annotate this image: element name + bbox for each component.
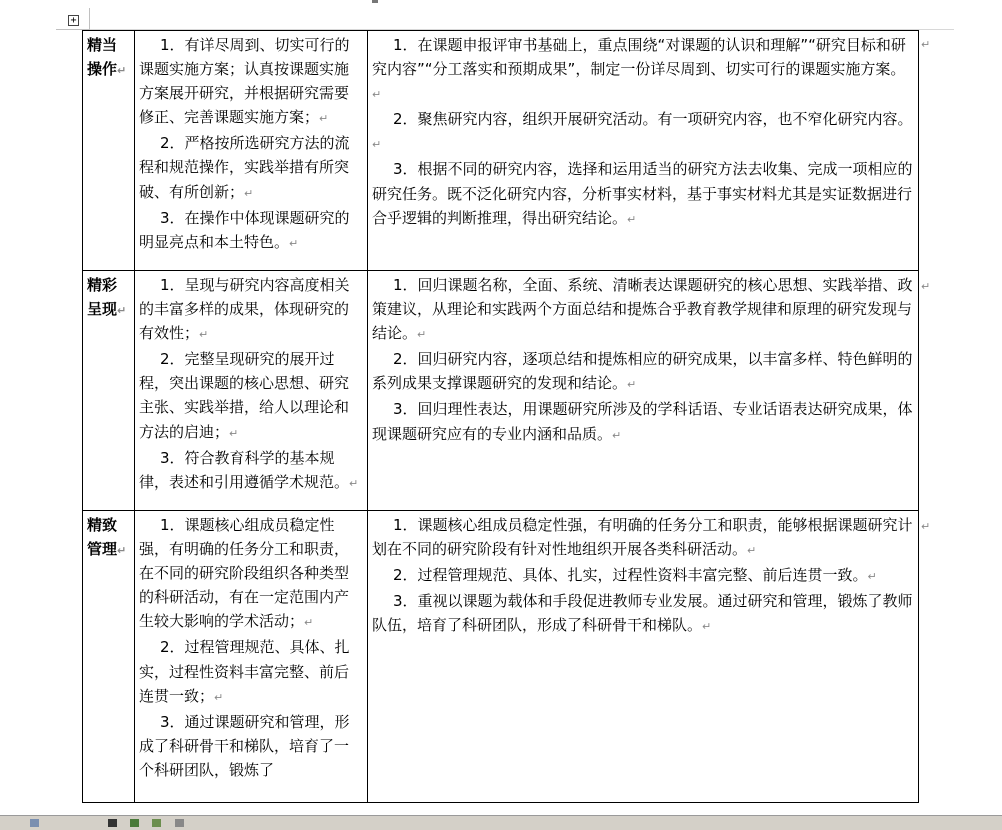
textbox-tool-icon[interactable] bbox=[152, 819, 161, 827]
guidance-item: 2．聚焦研究内容，组织开展研究活动。有一项研究内容，也不窄化研究内容。↵ bbox=[372, 110, 913, 152]
guidance-item: 3．回归理性表达，用课题研究所涉及的学科话语、专业话语表达研究成果，体现课题研究应有的专业内涵和品质。↵ bbox=[372, 400, 913, 443]
guidance-item: 2．过程管理规范、具体、扎实，过程性资料丰富完整、前后连贯一致。↵ bbox=[393, 566, 877, 585]
paragraph-mark-icon: ↵ bbox=[867, 570, 877, 584]
row-label-cell[interactable] bbox=[83, 511, 135, 803]
evaluation-table bbox=[82, 30, 919, 803]
paragraph-mark-icon: ↵ bbox=[117, 544, 127, 558]
table-row bbox=[83, 511, 919, 803]
table-row bbox=[83, 31, 919, 271]
row-label: 精致 管理 bbox=[87, 516, 118, 559]
guidance-item: 1．回归课题名称，全面、系统、清晰表达课题研究的核心思想、实践举措、政策建议，从理论和实践两个方面总结和提炼合乎教育教学规律和原理的研究发现与结论。↵ bbox=[372, 276, 913, 343]
criteria-item: 3．在操作中体现课题研究的明显亮点和本土特色。↵ bbox=[139, 208, 350, 251]
paragraph-mark-icon: ↵ bbox=[349, 476, 359, 490]
paragraph-mark-icon: ↵ bbox=[304, 616, 314, 630]
status-bar bbox=[0, 815, 1002, 830]
paragraph-mark-icon: ↵ bbox=[319, 112, 329, 126]
paragraph-mark-icon: ↵ bbox=[627, 378, 637, 392]
criteria-item: 1．课题核心组成员稳定性强，有明确的任务分工和职责，在不同的研究阶段组织各种类型的科研活动，有在一定范围内产生较大影响的学术活动；↵ bbox=[139, 516, 350, 631]
guidance-item: 3．根据不同的研究内容，选择和运用适当的研究方法去收集、完成一项相应的研究任务。既不泛化研究内容，分析事实材料，基于事实材料尤其是实证数据进行合乎逻辑的判断推理，得出研究结论。↵ bbox=[372, 160, 913, 227]
shape-tool-icon[interactable] bbox=[130, 819, 139, 827]
row-label-cell[interactable] bbox=[83, 31, 135, 271]
criteria-item: 2．过程管理规范、具体、扎实，过程性资料丰富完整、前后连贯一致；↵ bbox=[139, 638, 350, 705]
paragraph-mark-icon: ↵ bbox=[214, 690, 224, 704]
table-row bbox=[83, 271, 919, 511]
criteria-item: 3．通过课题研究和管理，形成了科研骨干和梯队，培育了一个科研团队，锻炼了 bbox=[139, 712, 350, 779]
paragraph-mark-icon: ↵ bbox=[627, 212, 637, 226]
paragraph-mark-icon: ↵ bbox=[747, 544, 757, 558]
draw-tool-icon[interactable] bbox=[30, 819, 39, 827]
paragraph-mark-icon: ↵ bbox=[702, 620, 712, 634]
table-move-handle-icon[interactable]: + bbox=[68, 15, 79, 26]
paragraph-mark-icon: ↵ bbox=[372, 138, 382, 152]
ruler-marker bbox=[372, 0, 378, 3]
guidance-item: 2．回归研究内容，逐项总结和提炼相应的研究成果，以丰富多样、特色鲜明的系列成果支撑课题研究的发现和结论。↵ bbox=[372, 350, 913, 393]
paragraph-mark-icon: ↵ bbox=[417, 328, 427, 342]
arrow-tool-icon[interactable] bbox=[108, 819, 117, 827]
criteria-item: 2．完整呈现研究的展开过程，突出课题的核心思想、研究主张、实践举措，给人以理论和方法的启迪；↵ bbox=[139, 350, 350, 441]
paragraph-mark-icon: ↵ bbox=[244, 186, 254, 200]
row-end-mark-icon: ↵ bbox=[921, 520, 931, 533]
criteria-item: 1．有详尽周到、切实可行的课题实施方案；认真按课题实施方案展开研究，并根据研究需要修正、完善课题实施方案；↵ bbox=[139, 36, 350, 127]
margin-corner-vertical bbox=[89, 8, 90, 30]
criteria-cell[interactable] bbox=[135, 511, 368, 803]
paragraph-mark-icon: ↵ bbox=[289, 236, 299, 250]
criteria-item: 3．符合教育科学的基本规律，表述和引用遵循学术规范。↵ bbox=[139, 448, 359, 491]
guidance-item: 3．重视以课题为载体和手段促进教师专业发展。通过研究和管理，锻炼了教师队伍，培育了科研团队，形成了科研骨干和梯队。↵ bbox=[372, 592, 913, 635]
image-tool-icon[interactable] bbox=[175, 819, 184, 827]
guidance-cell[interactable] bbox=[368, 31, 919, 271]
criteria-cell[interactable] bbox=[135, 271, 368, 511]
row-label-cell[interactable] bbox=[83, 271, 135, 511]
row-label: 精彩 呈现 bbox=[87, 276, 118, 319]
paragraph-mark-icon: ↵ bbox=[372, 88, 382, 102]
row-end-mark-icon: ↵ bbox=[921, 280, 931, 293]
paragraph-mark-icon: ↵ bbox=[117, 64, 127, 78]
guidance-cell[interactable] bbox=[368, 271, 919, 511]
criteria-item: 2．严格按所选研究方法的流程和规范操作，实践举措有所突破、有所创新；↵ bbox=[139, 134, 350, 201]
guidance-cell[interactable] bbox=[368, 511, 919, 803]
guidance-item: 1．课题核心组成员稳定性强，有明确的任务分工和职责，能够根据课题研究计划在不同的研究阶段有针对性地组织开展各类科研活动。↵ bbox=[372, 516, 913, 559]
paragraph-mark-icon: ↵ bbox=[229, 426, 239, 440]
paragraph-mark-icon: ↵ bbox=[117, 304, 127, 318]
row-label: 精当 操作 bbox=[87, 36, 118, 79]
row-end-mark-icon: ↵ bbox=[921, 38, 931, 51]
criteria-cell[interactable] bbox=[135, 31, 368, 271]
paragraph-mark-icon: ↵ bbox=[199, 328, 209, 342]
guidance-item: 1．在课题申报评审书基础上，重点围绕“对课题的认识和理解”“研究目标和研究内容”“分工落实和预期成果”，制定一份详尽周到、切实可行的课题实施方案。↵ bbox=[372, 36, 906, 102]
paragraph-mark-icon: ↵ bbox=[612, 428, 622, 442]
criteria-item: 1．呈现与研究内容高度相关的丰富多样的成果，体现研究的有效性；↵ bbox=[139, 276, 350, 343]
